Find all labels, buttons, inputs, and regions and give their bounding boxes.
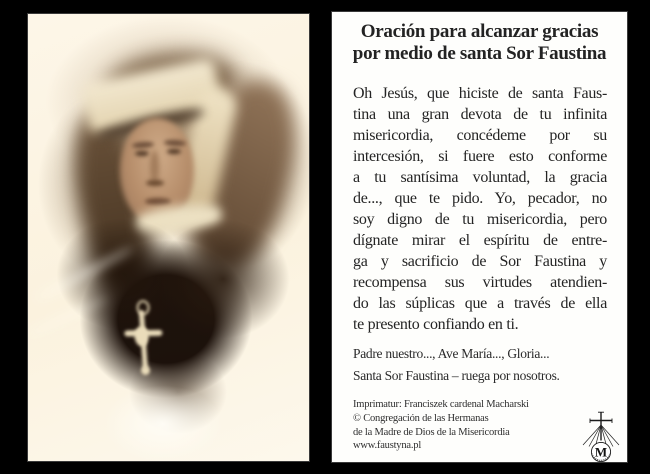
prayer-title-line: Oración para alcanzar gracias	[360, 21, 599, 42]
prayer-line: misericordia, concédeme por su	[353, 127, 607, 144]
faustina-portrait	[28, 14, 309, 461]
crucifix-corpus	[134, 326, 149, 347]
prayer-title	[332, 21, 627, 65]
prayer-line: Oh Jesús, que hiciste de santa Faus-	[353, 85, 607, 102]
crucifix-knob	[141, 366, 151, 376]
invocation-line: Padre nuestro..., Ave María..., Gloria...	[353, 346, 550, 361]
prayer-line: dígnate mirar el espíritu de entre-	[353, 232, 607, 249]
prayer-line: ga y sacrificio de Sor Faustina y	[353, 253, 607, 270]
chest-crucifix	[121, 299, 171, 386]
photo-card	[28, 14, 309, 461]
imprint-line: © Congregación de las Hermanas	[353, 412, 489, 424]
imprint-line: www.faustyna.pl	[353, 440, 422, 452]
prayer-title-line: por medio de santa Sor Faustina	[352, 43, 607, 64]
prayer-line: tina una gran devota de tu infinita	[353, 106, 607, 123]
prayer-line: soy digno de tu misericordia, pero	[353, 211, 607, 228]
prayer-body	[353, 83, 607, 335]
prayer-line: do las súplicas que a través de ella	[353, 295, 607, 312]
congregation-emblem-icon	[576, 410, 626, 464]
prayer-line: intercesión, si fuere esto conforme	[353, 148, 607, 165]
imprint-block	[353, 398, 573, 453]
imprint-line: Imprimatur: Franciszek cardenal Macharski	[353, 399, 529, 410]
invocation-line: Santa Sor Faustina – ruega por nosotros.	[353, 367, 560, 383]
prayer-line: te presento confiando en ti.	[353, 316, 519, 333]
prayer-text-card	[332, 12, 627, 462]
prayer-line: a tu santísima voluntad, la gracia	[353, 169, 607, 186]
bottom-glow	[28, 14, 309, 461]
invocation-block	[353, 343, 613, 386]
emblem-letter: M	[594, 444, 608, 460]
imprint-line: de la Madre de Dios de la Misericordia	[353, 426, 510, 438]
prayer-line: de..., que te pido. Yo, pecador, no	[353, 190, 607, 207]
prayer-line: recompensa sus virtudes atendien-	[353, 274, 607, 291]
